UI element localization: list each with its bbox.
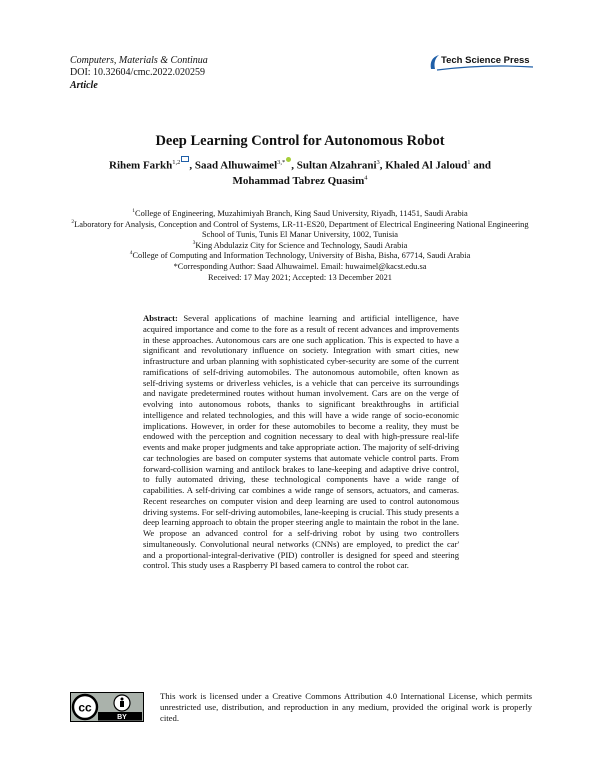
affiliation-line: [70, 241, 530, 252]
paper-title: Deep Learning Control for Autonomous Robot: [155, 133, 445, 149]
author-name: Khaled Al Jaloud: [385, 159, 468, 172]
affiliation-text: College of Engineering, Muzahimiyah Branch, King Saud University, Riyadh, 11451, Saudi Arabia: [135, 209, 468, 218]
author-name: Rihem Farkh: [109, 159, 173, 172]
by-label: BY: [117, 714, 127, 721]
author-affil-mark: 4: [364, 174, 368, 181]
cc-by-badge[interactable]: [70, 692, 144, 722]
abstract-text: Several applications of machine learning and artificial intelligence, have acquired importance and come to the fore as a result of recent advances and improvements in these approaches. Autonomous cars are one such application. This is expected to have a significant and revolutionary influence on society. Integration with smart cities, new infrastructure and urban planning with sophisticated cyber-security are some of the current ramifications of self-driving automobiles. The autonomous automobile, often known as self-driving systems or driverless vehicles, is a vehicle that can perceive its surroundings and navigate predetermined routes without human involvement. Cars are on the verge of evolving into autonomous robots, thanks to significant breakthroughs in artificial intelligence and related technologies, and this will have a wide range of socio-economic implications. However, in order for these automobiles to become a reality, they must be endowed with the perception and cognition necessary to deal with high-pressure real-life events and make proper judgments and take appropriate action. The majority of self-driving car technologies are based on computer systems that automate vehicle control parts. From forward-collision warning and antilock brakes to lane-keeping and adaptive drive control, to fully automated driving, these technological components have a wide range of capabilities. A self-driving car combines a wide range of sensors, actuators, and cameras. Recent researches on computer vision and deep learning are used to control autonomous driving systems. For self-driving automobiles, lane-keeping is crucial. This study presents a deep learning approach to obtain the proper steering angle to maintain the robot in the lane. We propose an advanced control for a self-driving robot by using two controllers simultaneously. Convolutional neural networks (CNNs) are employed, to predict the car' and a proportional-integral-derivative (PID) controller is designed for speed and steering control. This study uses a Raspberry PI based camera to control the robot car.: [143, 313, 459, 571]
author-affil-mark: 1: [467, 159, 471, 166]
doi[interactable]: DOI: 10.32604/cmc.2022.020259: [70, 67, 205, 78]
author-separator: and: [470, 159, 491, 172]
publisher-name: Tech Science Press: [441, 55, 530, 66]
author-name: Sultan Alzahrani: [296, 159, 377, 172]
affiliation-mark: 3: [192, 239, 196, 246]
license-text: This work is licensed under a Creative Commons Attribution 4.0 International License, which permits unrestricted use, distribution, and reproduction in any medium, provided the original work is properly cited.: [160, 691, 532, 723]
affiliation-line: [70, 220, 530, 241]
affiliation-mark: 4: [129, 250, 133, 257]
author-name: Mohammad Tabrez Quasim: [232, 174, 365, 187]
journal-name: Computers, Materials & Continua: [70, 55, 208, 66]
affiliation-line: [70, 209, 530, 220]
cc-label: cc: [78, 700, 92, 715]
affiliations: [70, 209, 530, 283]
abstract-label: Abstract:: [143, 313, 178, 323]
affiliation-mark: 2: [71, 218, 75, 225]
cc-by-icon: [70, 692, 144, 722]
affiliation-text: King Abdulaziz City for Science and Technology, Saudi Arabia: [195, 240, 408, 250]
affiliation-line: [70, 262, 530, 273]
abstract: [143, 313, 459, 571]
author-list: [70, 158, 530, 189]
author-separator: ,: [379, 159, 386, 172]
author-separator: ,: [291, 159, 297, 172]
author-separator: ,: [189, 159, 195, 172]
affiliation-text: College of Computing and Information Technology, University of Bisha, Bisha, 67714, Saudi Arabia: [132, 251, 471, 261]
affiliation-text: Received: 17 May 2021; Accepted: 13 December 2021: [208, 272, 392, 282]
publisher-logo: [425, 52, 535, 72]
affiliation-mark: 1: [132, 208, 136, 215]
author-affil-mark: 3,*: [277, 159, 286, 166]
affiliation-line: [70, 251, 530, 262]
affiliation-text: Laboratory for Analysis, Conception and Control of Systems, LR-11-ES20, Department of Electrical Engineering National Engineering School of Tunis, Tunis El Manar University, 1002, Tunisia: [74, 219, 529, 240]
article-type: Article: [70, 80, 98, 91]
author-affil-mark: 3: [376, 159, 380, 166]
mail-icon[interactable]: [181, 156, 189, 162]
affiliation-line: [70, 273, 530, 284]
author-affil-mark: 1,2: [172, 159, 181, 166]
affiliation-text: *Corresponding Author: Saad Alhuwaimel. Email: huwaimel@kacst.edu.sa: [173, 261, 427, 271]
author-name: Saad Alhuwaimel: [194, 159, 278, 172]
